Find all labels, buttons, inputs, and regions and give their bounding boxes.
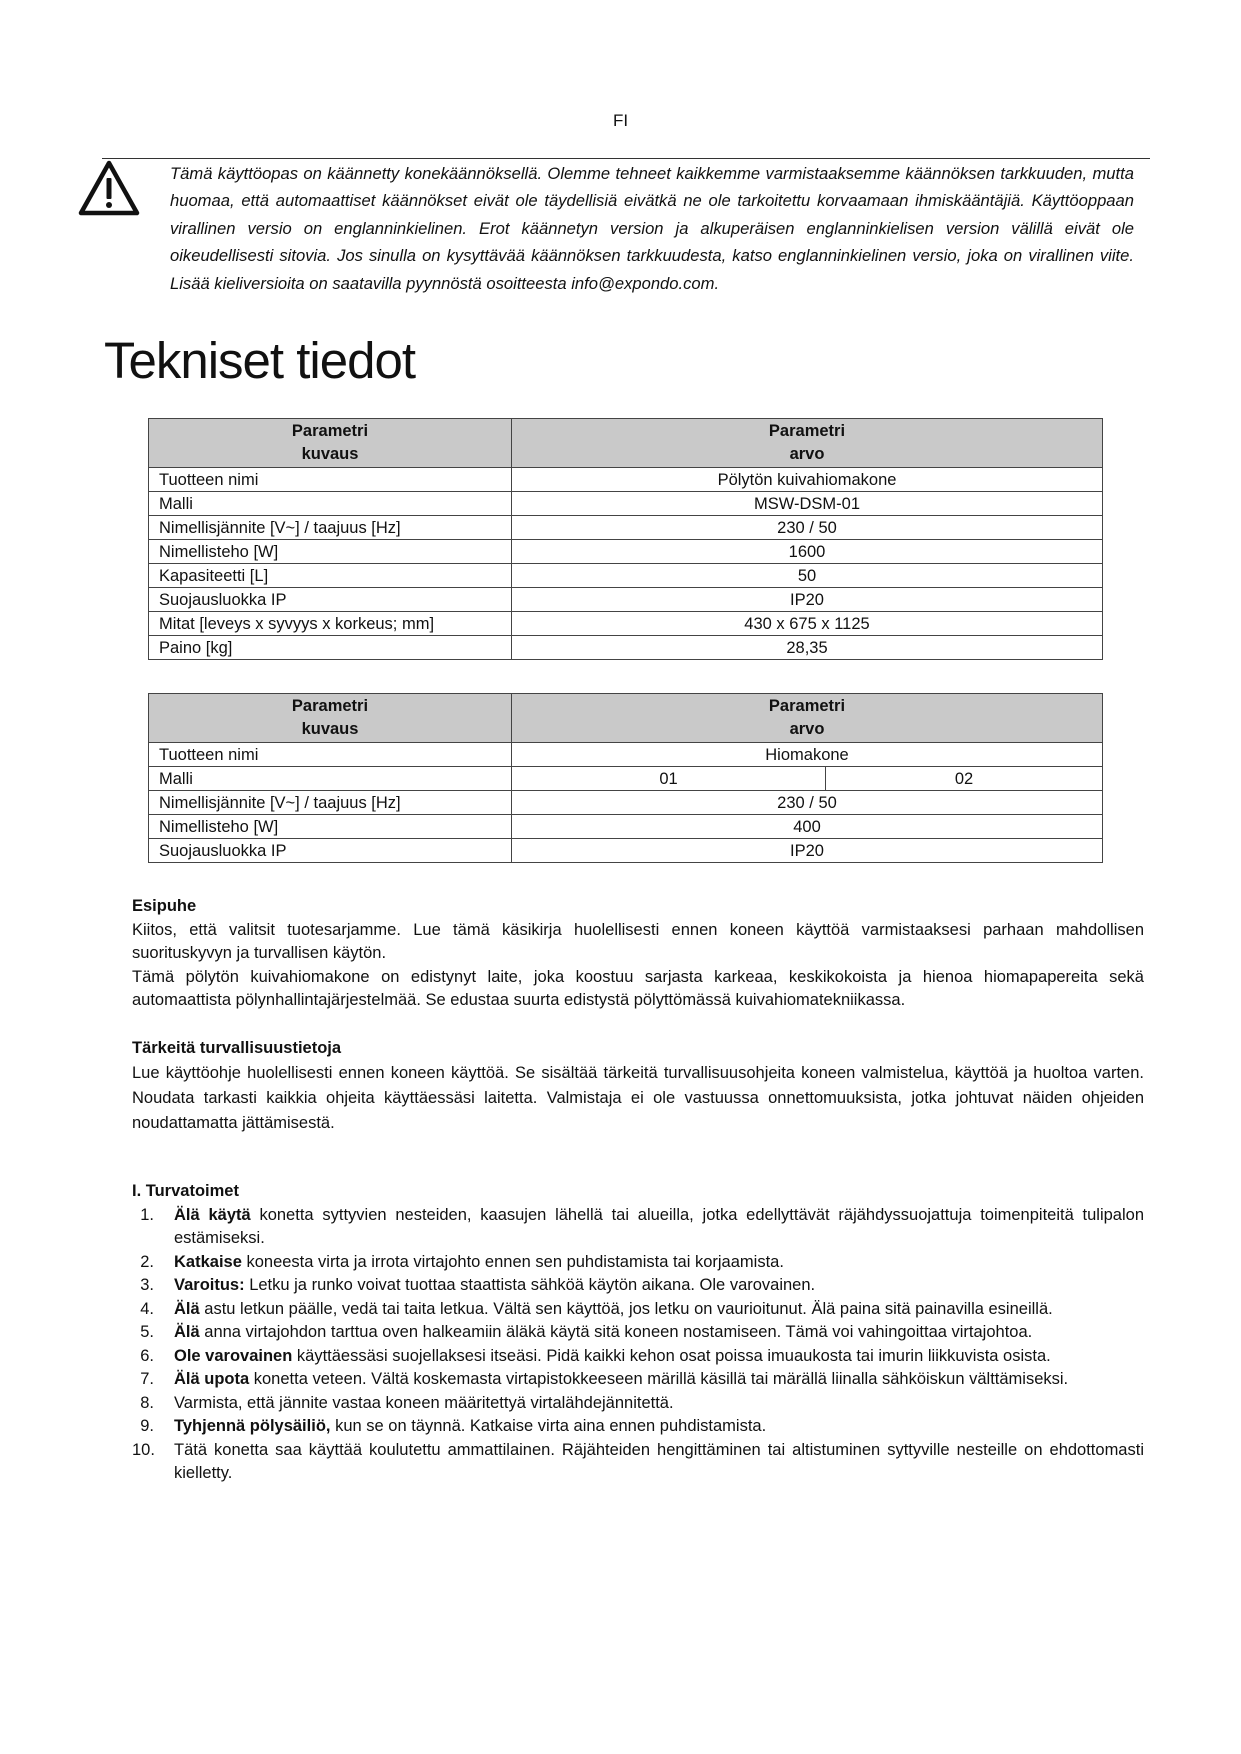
preface-paragraph-2: Tämä pölytön kuivahiomakone on edistynyt laite, joka koostuu sarjasta karkeaa, keskikokoista ja hienoa hiomapapereita sekä automaattista pölynhallintajärjestelmää. Se edustaa suurta edistystä pölyttömässä kuivahiomatekniikassa. xyxy=(132,967,1144,1009)
spec-table-1 xyxy=(148,418,1103,660)
header-value: Parametri arvo xyxy=(512,419,1103,468)
list-item: 8. Varmista, että jännite vastaa koneen määritettyä virtalähdejännitettä. xyxy=(140,1393,674,1412)
row-description: Mitat [leveys x syvyys x korkeus; mm] xyxy=(149,612,512,636)
row-description: Kapasiteetti [L] xyxy=(149,564,512,588)
row-value: 1600 xyxy=(512,540,1103,564)
header-value: Parametri arvo xyxy=(512,694,1103,743)
row-value: 28,35 xyxy=(512,636,1103,660)
row-description: Nimellisjännite [V~] / taajuus [Hz] xyxy=(149,791,512,815)
safety-rules-list xyxy=(132,1204,1144,1486)
list-item: 1. Älä käytä konetta syttyvien nesteiden, kaasujen lähellä tai alueilla, jotka edellyttävät räjähdyssuojattuja toimenpiteitä tulipalon estämiseksi. xyxy=(140,1205,1145,1247)
table-header-row xyxy=(149,419,1103,468)
preface-section xyxy=(132,895,1144,1013)
row-description: Paino [kg] xyxy=(149,636,512,660)
list-item: 5. Älä anna virtajohdon tarttua oven halkeamiin äläkä käytä sitä koneen nostamiseen. Tämä voi vahingoittaa virtajohtoa. xyxy=(140,1323,1033,1341)
row-value: MSW-DSM-01 xyxy=(512,492,1103,516)
list-item: 6. Ole varovainen käyttäessäsi suojellaksesi itseäsi. Pidä kaikki kehon osat poissa imuaukosta tai imurin liikkuvista osista. xyxy=(140,1346,1051,1365)
row-value: Hiomakone xyxy=(512,743,1103,767)
header-description: Parametri kuvaus xyxy=(149,419,512,468)
table-row xyxy=(149,839,1103,863)
list-item: 2. Katkaise koneesta virta ja irrota virtajohto ennen sen puhdistamista tai korjaamista. xyxy=(140,1252,784,1271)
safety-heading: Tärkeitä turvallisuustietoja xyxy=(132,1039,342,1057)
list-item: 4. Älä astu letkun päälle, vedä tai taita letkua. Vältä sen käyttöä, jos letku on vaurioitunut. Älä paina sitä painavilla esineillä. xyxy=(140,1299,1053,1318)
row-value: 430 x 675 x 1125 xyxy=(512,612,1103,636)
page-language-label: FI xyxy=(612,111,629,130)
table-row xyxy=(149,791,1103,815)
table-row xyxy=(149,468,1103,492)
row-description: Suojausluokka IP xyxy=(149,588,512,612)
row-description: Malli xyxy=(149,767,512,791)
row-description: Tuotteen nimi xyxy=(149,743,512,767)
row-value-model-a: 01 xyxy=(512,767,826,791)
row-value: 230 / 50 xyxy=(512,516,1103,540)
table-header-row xyxy=(149,694,1103,743)
spec-table-2 xyxy=(148,693,1103,863)
safety-measures-heading: I. Turvatoimet xyxy=(132,1182,239,1200)
row-description: Nimellisteho [W] xyxy=(149,540,512,564)
table-row xyxy=(149,767,1103,791)
row-value: IP20 xyxy=(512,839,1103,863)
list-item: 9. Tyhjennä pölysäiliö, kun se on täynnä. Katkaise virta aina ennen puhdistamista. xyxy=(140,1417,767,1435)
table-row xyxy=(149,588,1103,612)
row-value: 230 / 50 xyxy=(512,791,1103,815)
table-row xyxy=(149,564,1103,588)
row-value: IP20 xyxy=(512,588,1103,612)
table-row xyxy=(149,636,1103,660)
row-value: 400 xyxy=(512,815,1103,839)
safety-measures-section xyxy=(132,1180,1144,1486)
header-description: Parametri kuvaus xyxy=(149,694,512,743)
list-item: 7. Älä upota konetta veteen. Vältä koskemasta virtapistokkeeseen märillä käsillä tai märällä liinalla sähköiskun välttämiseksi. xyxy=(140,1370,1069,1388)
row-description: Suojausluokka IP xyxy=(149,839,512,863)
row-value-model-b: 02 xyxy=(826,767,1103,791)
table-row xyxy=(149,612,1103,636)
row-description: Nimellisjännite [V~] / taajuus [Hz] xyxy=(149,516,512,540)
row-value: 50 xyxy=(512,564,1103,588)
preface-heading: Esipuhe xyxy=(132,897,197,915)
table-row xyxy=(149,492,1103,516)
row-description: Tuotteen nimi xyxy=(149,468,512,492)
table-row xyxy=(149,516,1103,540)
row-value: Pölytön kuivahiomakone xyxy=(512,468,1103,492)
row-description: Nimellisteho [W] xyxy=(149,815,512,839)
table-row xyxy=(149,815,1103,839)
safety-info-section xyxy=(132,1037,1144,1136)
preface-paragraph-1: Kiitos, että valitsit tuotesarjamme. Lue tämä käsikirja huolellisesti ennen koneen käyttöä varmistaaksesi parhaan mahdollisen suorituskyvyn ja turvallisen käytön. xyxy=(132,920,1144,962)
translation-notice: Tämä käyttöopas on käännetty konekäännöksellä. Olemme tehneet kaikkemme varmistaaksemme käännöksen tarkkuuden, mutta huomaa, että automaattiset käännökset eivät ole täydellisiä eivätkä ne ole tarkoitettu korvaamaan ihmiskääntäjiä. Käyttöoppaan virallinen versio on englanninkielinen. Erot käännetyn version ja alkuperäisen englanninkielisen version välillä eivät ole oikeudellisesti sitovia. Jos sinulla on kysyttävää käännöksen tarkkuudesta, katso englanninkielinen versio, joka on virallinen viite. Lisää kieliversioita on saatavilla pyynnöstä osoitteesta info@expondo.com. xyxy=(170,164,1134,293)
list-item: 3. Varoitus: Letku ja runko voivat tuottaa staattista sähköä käytön aikana. Ole varovainen. xyxy=(140,1276,816,1294)
warning-triangle-icon xyxy=(78,160,140,216)
header-divider xyxy=(102,158,1150,159)
table-row xyxy=(149,743,1103,767)
row-description: Malli xyxy=(149,492,512,516)
table-row xyxy=(149,540,1103,564)
safety-paragraph: Lue käyttöohje huolellisesti ennen koneen käyttöä. Se sisältää tärkeitä turvallisuusohjeita koneen valmistelua, käyttöä ja huoltoa varten. Noudata tarkasti kaikkia ohjeita käyttäessäsi laitetta. Valmistaja ei ole vastuussa onnettomuuksista, jotka johtuvat näiden ohjeiden noudattamatta jättämisestä. xyxy=(132,1063,1144,1132)
page-title: Tekniset tiedot xyxy=(104,332,416,389)
list-item: 10. Tätä konetta saa käyttää koulutettu ammattilainen. Räjähteiden hengittäminen tai altistuminen syttyville nesteille on ehdottomasti kielletty. xyxy=(132,1440,1144,1482)
